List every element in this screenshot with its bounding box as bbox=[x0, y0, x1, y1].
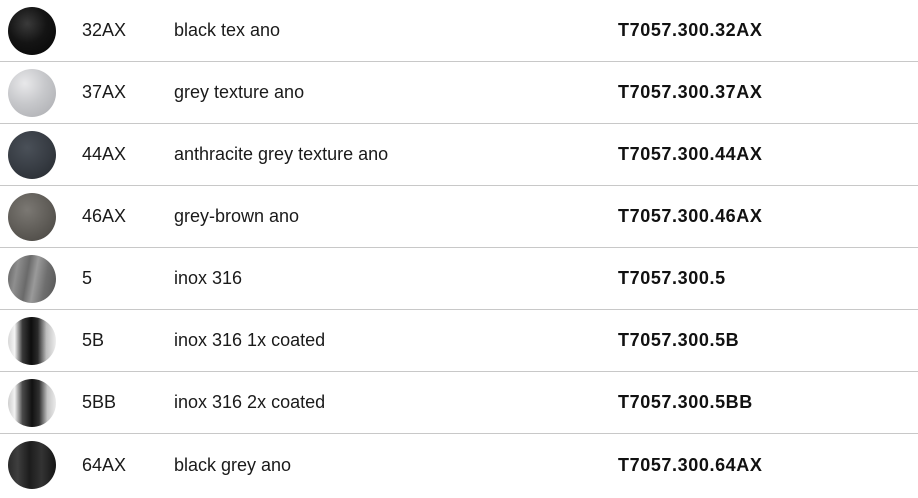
table-row bbox=[0, 62, 918, 124]
finish-code: 64AX bbox=[82, 454, 127, 475]
swatch-cell bbox=[0, 248, 70, 310]
finish-description: inox 316 bbox=[174, 268, 243, 288]
finish-description: grey-brown ano bbox=[174, 206, 300, 226]
finish-description: inox 316 2x coated bbox=[174, 392, 326, 412]
article-reference: T7057.300.5BB bbox=[618, 392, 753, 412]
table-row bbox=[0, 372, 918, 434]
finish-description: grey texture ano bbox=[174, 82, 305, 102]
swatch-cell bbox=[0, 434, 70, 496]
table-row bbox=[0, 310, 918, 372]
article-reference: T7057.300.5B bbox=[618, 330, 740, 350]
table-row bbox=[0, 0, 918, 62]
article-reference: T7057.300.64AX bbox=[618, 454, 763, 475]
swatch-cell bbox=[0, 124, 70, 186]
article-reference: T7057.300.32AX bbox=[618, 20, 763, 40]
swatch-cell bbox=[0, 372, 70, 434]
finish-code: 5BB bbox=[82, 392, 117, 412]
inox-316-swatch-icon bbox=[8, 255, 56, 303]
article-reference: T7057.300.46AX bbox=[618, 206, 763, 226]
table-row bbox=[0, 186, 918, 248]
finish-code: 44AX bbox=[82, 144, 127, 164]
table-row bbox=[0, 434, 918, 496]
table-row bbox=[0, 124, 918, 186]
finish-code: 46AX bbox=[82, 206, 127, 226]
finish-description: black tex ano bbox=[174, 20, 281, 40]
article-reference: T7057.300.44AX bbox=[618, 144, 763, 164]
finish-description: anthracite grey texture ano bbox=[174, 144, 389, 164]
swatch-cell bbox=[0, 310, 70, 372]
swatch-cell bbox=[0, 186, 70, 248]
finish-code: 5B bbox=[82, 330, 105, 350]
inox-316-2x-coated-swatch-icon bbox=[8, 379, 56, 427]
finish-code: 37AX bbox=[82, 82, 127, 102]
inox-316-1x-coated-swatch-icon bbox=[8, 317, 56, 365]
finish-code: 5 bbox=[82, 268, 93, 288]
grey-brown-anodized-swatch-icon bbox=[8, 193, 56, 241]
finish-code: 32AX bbox=[82, 20, 127, 40]
black-grey-anodized-swatch-icon bbox=[8, 441, 56, 489]
article-reference: T7057.300.37AX bbox=[618, 82, 763, 102]
anthracite-grey-texture-anodized-swatch-icon bbox=[8, 131, 56, 179]
black-texture-anodized-swatch-icon bbox=[8, 7, 56, 55]
finish-description: black grey ano bbox=[174, 454, 292, 475]
grey-texture-anodized-swatch-icon bbox=[8, 69, 56, 117]
finish-description: inox 316 1x coated bbox=[174, 330, 326, 350]
swatch-cell bbox=[0, 62, 70, 124]
article-reference: T7057.300.5 bbox=[618, 268, 726, 288]
swatch-cell bbox=[0, 0, 70, 62]
table-row bbox=[0, 248, 918, 310]
